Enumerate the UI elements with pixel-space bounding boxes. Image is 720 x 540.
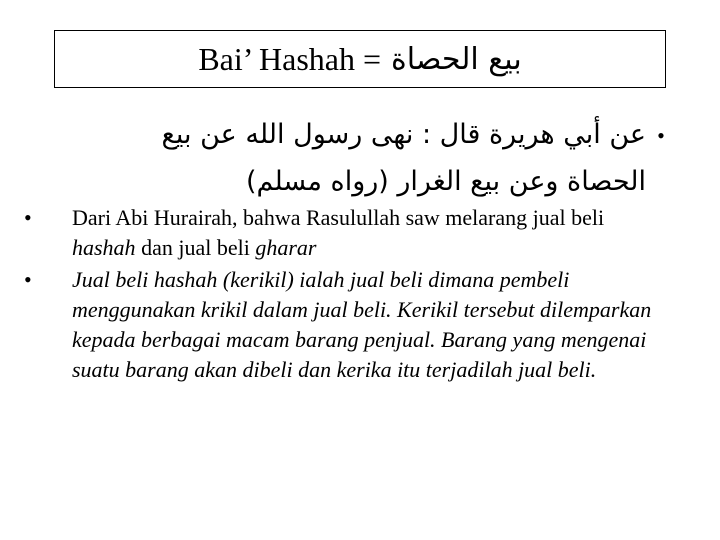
point-1-term-hashah: hashah [72, 235, 136, 260]
arabic-hadith [96, 112, 676, 205]
list-item [24, 265, 664, 385]
title-arabic-text: بيع الحصاة [391, 41, 522, 77]
bullet-icon: • [24, 267, 32, 292]
slide-title [54, 30, 666, 88]
bullet-icon: • [657, 123, 665, 148]
point-1-text-connector: dan jual beli [135, 235, 256, 260]
bullet-list [24, 203, 664, 387]
list-item [24, 203, 664, 263]
point-1-term-gharar: gharar [255, 235, 317, 260]
bullet-icon: • [24, 205, 32, 230]
arabic-hadith-text-1: عن أبي هريرة قال : نهى رسول الله عن بيع [161, 119, 646, 150]
arabic-hadith-line-2: الحصاة وعن بيع الغرار (رواه مسلم) [245, 166, 646, 197]
arabic-hadith-line-1 [96, 112, 676, 159]
title-latin-text: Bai’ Hashah = [198, 40, 382, 77]
point-1-text: Dari Abi Hurairah, bahwa Rasulullah saw melarang jual beli [72, 205, 605, 230]
point-2-text: Jual beli hashah (kerikil) ialah jual beli dimana pembeli menggunakan krikil dalam jual beli. Kerikil tersebut dilemparkan kepada berbagai macam barang penjual. Barang yang mengenai suatu barang akan dibeli dan kerika itu terjadilah jual beli. [72, 267, 652, 382]
